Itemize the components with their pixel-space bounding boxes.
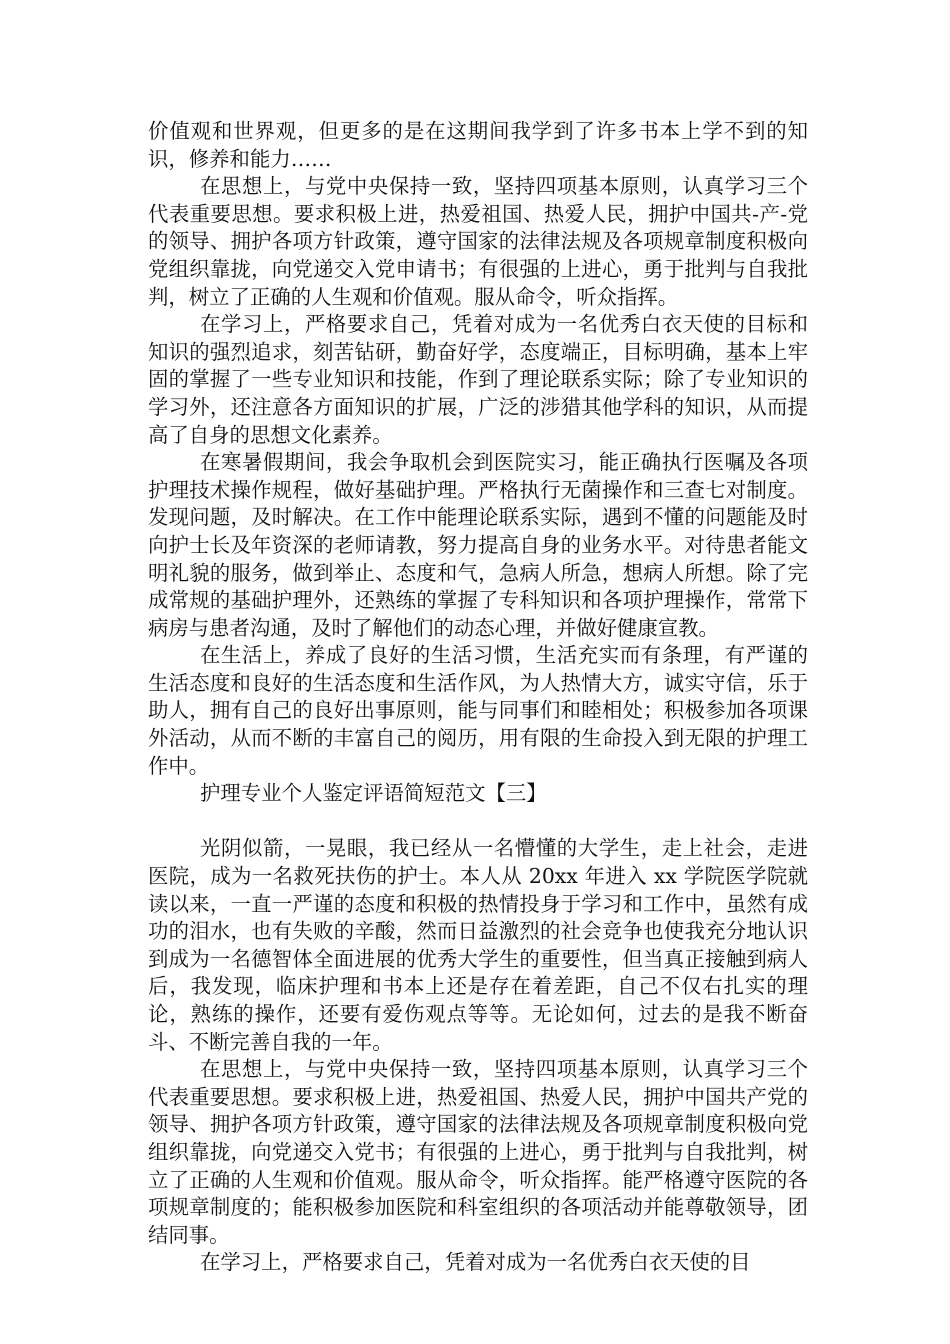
- document-body: [148, 118, 808, 1277]
- blank-line: [148, 808, 808, 836]
- paragraph-intro: 光阴似箭，一晃眼，我已经从一名懵懂的大学生，走上社会，走进医院，成为一名救死扶伤的护士。本人从 20xx 年进入 xx 学院医学院就读以来，一直一严谨的态度和积极的热情投身于学习和工作中，虽然有成功的泪水，也有失败的辛酸，然而日益激烈的社会竞争也使我充分地认识到成为一名德智体全面进展的优秀大学生的重要性，但当真正接触到病人后，我发现，临床护理和书本上还是存在着差距，自己不仅右扎实的理论，熟练的操作，还要有爱伤观点等等。无论如何，过去的是我不断奋斗、不断完善自我的一年。: [148, 836, 808, 1054]
- section-heading: 护理专业个人鉴定评语简短范文【三】: [200, 781, 547, 806]
- paragraph-internship: 在寒暑假期间，我会争取机会到医院实习，能正确执行医嘱及各项护理技术操作规程，做好基础护理。严格执行无菌操作和三查七对制度。发现问题，及时解决。在工作中能理论联系实际，遇到不懂的问题能及时向护士长及年资深的老师请教，努力提高自身的业务水平。对待患者能文明礼貌的服务，做到举止、态度和气，急病人所急，想病人所想。除了完成常规的基础护理外，还熟练的掌握了专科知识和各项护理操作，常常下病房与患者沟通，及时了解他们的动态心理，并做好健康宣教。: [148, 450, 808, 640]
- paragraph-continuation: 价值观和世界观，但更多的是在这期间我学到了许多书本上学不到的知识，修养和能力……: [148, 119, 808, 171]
- paragraph-life: 在生活上，养成了良好的生活习惯，生活充实而有条理，有严谨的生活态度和良好的生活态度和生活作风，为人热情大方，诚实守信，乐于助人，拥有自己的良好出事原则，能与同事们和睦相处；积极参加各项课外活动，从而不断的丰富自己的阅历，用有限的生命投入到无限的护理工作中。: [148, 643, 808, 778]
- paragraph-ideology: 在思想上，与党中央保持一致，坚持四项基本原则，认真学习三个代表重要思想。要求积极上进，热爱祖国、热爱人民，拥护中国共-产-党的领导、拥护各项方针政策，遵守国家的法律法规及各项规章制度积极向党组织靠拢，向党递交入党申请书；有很强的上进心，勇于批判与自我批判，树立了正确的人生观和价值观。服从命令，听众指挥。: [148, 174, 808, 309]
- paragraph-study: 在学习上，严格要求自己，凭着对成为一名优秀白衣天使的目标和知识的强烈追求，刻苦钻研，勤奋好学，态度端正，目标明确，基本上牢固的掌握了一些专业知识和技能，作到了理论联系实际；除了专业知识的学习外，还注意各方面知识的扩展，广泛的涉猎其他学科的知识，从而提高了自身的思想文化素养。: [148, 312, 808, 447]
- paragraph-study-2: 在学习上，严格要求自己，凭着对成为一名优秀白衣天使的目: [200, 1250, 751, 1275]
- paragraph-ideology-2: 在思想上，与党中央保持一致，坚持四项基本原则，认真学习三个代表重要思想。要求积极上进，热爱祖国、热爱人民，拥护中国共产党的领导、拥护各项方针政策，遵守国家的法律法规及各项规章制度积极向党组织靠拢，向党递交入党书；有很强的上进心，勇于批判与自我批判，树立了正确的人生观和价值观。服从命令，听众指挥。能严格遵守医院的各项规章制度的；能积极参加医院和科室组织的各项活动并能尊敬领导，团结同事。: [148, 1057, 808, 1247]
